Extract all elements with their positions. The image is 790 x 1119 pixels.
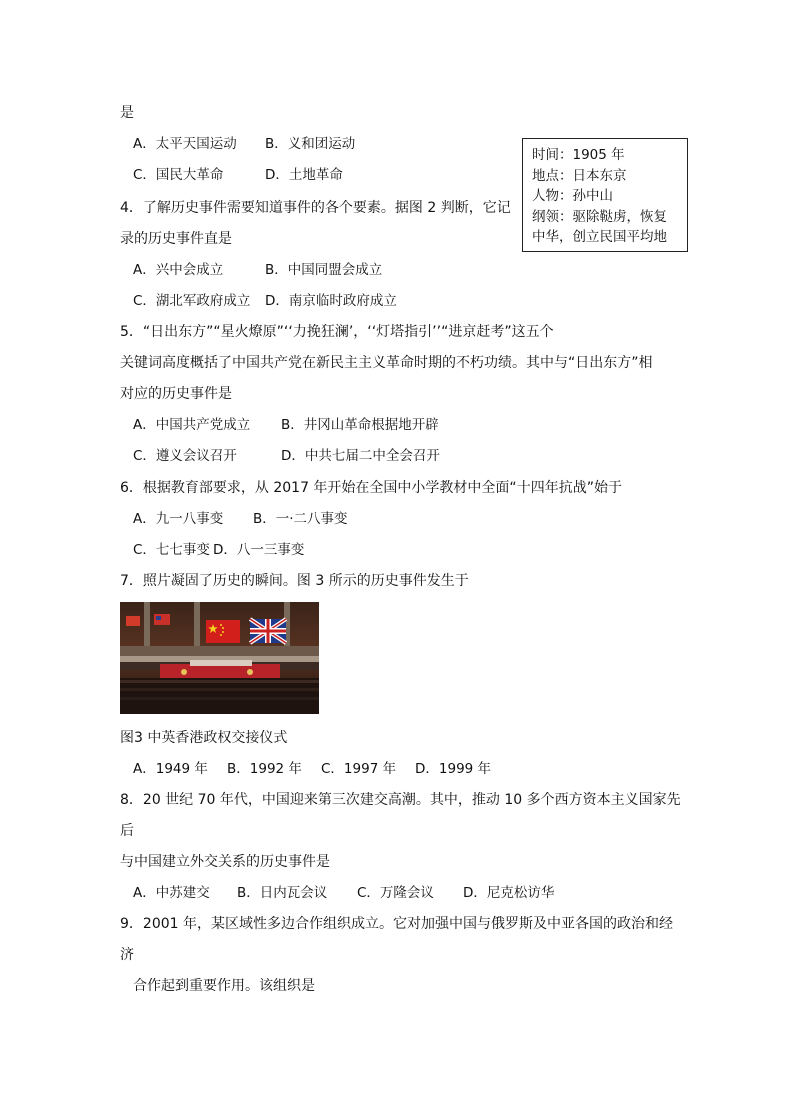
q8-stem-line-1: 8．20 世纪 70 年代，中国迎来第三次建交高潮。其中，推动 10 多个西方资本主义国家先 xyxy=(120,792,681,808)
q4-option-b: B．中国同盟会成立 xyxy=(265,262,383,278)
q9-stem-line-2: 济 xyxy=(120,947,134,963)
q6-stem-line-1: 6．根据教育部要求，从 2017 年开始在全国中小学教材中全面“十四年抗战”始于 xyxy=(120,480,622,496)
figure-2-box xyxy=(522,138,688,252)
q8-stem-line-2: 后 xyxy=(120,823,134,839)
q6-option-c: C．七七事变 xyxy=(133,542,210,558)
q8-stem-line-3: 与中国建立外交关系的历史事件是 xyxy=(120,854,330,870)
q5-option-a: A．中国共产党成立 xyxy=(133,417,251,433)
figure-3-photo xyxy=(120,602,319,714)
q7-option-b: B．1992 年 xyxy=(227,761,302,777)
figure-2-time: 时间：1905 年 xyxy=(532,147,625,163)
q8-option-c: C．万隆会议 xyxy=(357,885,434,901)
figure-3-caption: 图3 中英香港政权交接仪式 xyxy=(120,730,288,746)
q5-stem-line-1: 5．“日出东方”“星火燎原”‘‘力挽狂澜’，‘‘灯塔指引’’“进京赶考”这五个 xyxy=(120,324,554,340)
q6-option-d: D．八一三事变 xyxy=(213,542,305,558)
q5-option-c: C．遵义会议召开 xyxy=(133,448,237,464)
q6-option-b: B．一·二八事变 xyxy=(253,511,348,527)
q8-option-a: A．中苏建交 xyxy=(133,885,210,901)
figure-2-program-2: 中华，创立民国平均地 xyxy=(532,229,667,245)
q7-option-a: A．1949 年 xyxy=(133,761,208,777)
q4-option-d: D．南京临时政府成立 xyxy=(265,293,397,309)
figure-2-program-1: 纲领：驱除鞑虏，恢复 xyxy=(532,208,667,225)
figure-2-place: 地点：日本东京 xyxy=(532,167,627,184)
q3-option-b: B．义和团运动 xyxy=(265,136,356,152)
q3-option-d: D．土地革命 xyxy=(265,167,343,183)
q5-stem-line-3: 对应的历史事件是 xyxy=(120,386,232,402)
q6-option-a: A．九一八事变 xyxy=(133,511,224,527)
q8-option-d: D．尼克松访华 xyxy=(463,885,555,901)
q9-stem-line-1: 9．2001 年，某区域性多边合作组织成立。它对加强中国与俄罗斯及中亚各国的政治和经 xyxy=(120,916,673,932)
q5-option-b: B．井冈山革命根据地开辟 xyxy=(281,417,439,433)
q7-stem-line-1: 7．照片凝固了历史的瞬间。图 3 所示的历史事件发生于 xyxy=(120,573,469,589)
q3-option-a: A．太平天国运动 xyxy=(133,136,237,152)
q8-option-b: B．日内瓦会议 xyxy=(237,885,328,901)
q4-stem-line-1: 4．了解历史事件需要知道事件的各个要素。据图 2 判断，它记 xyxy=(120,200,511,216)
q5-stem-line-2: 关键词高度概括了中国共产党在新民主主义革命时期的不朽功绩。其中与“日出东方”相 xyxy=(120,355,653,371)
q7-option-c: C．1997 年 xyxy=(321,761,397,777)
q4-option-a: A．兴中会成立 xyxy=(133,262,224,278)
q9-stem-line-3: 合作起到重要作用。该组织是 xyxy=(133,978,315,994)
q3-option-c: C．国民大革命 xyxy=(133,167,224,183)
q4-stem-line-2: 录的历史事件直是 xyxy=(120,231,232,247)
q7-option-d: D．1999 年 xyxy=(415,761,492,777)
q5-option-d: D．中共七届二中全会召开 xyxy=(281,448,440,464)
q4-option-c: C．湖北军政府成立 xyxy=(133,293,251,309)
q3-stem-tail: 是 xyxy=(120,105,134,121)
figure-2-person: 人物：孙中山 xyxy=(532,188,613,204)
